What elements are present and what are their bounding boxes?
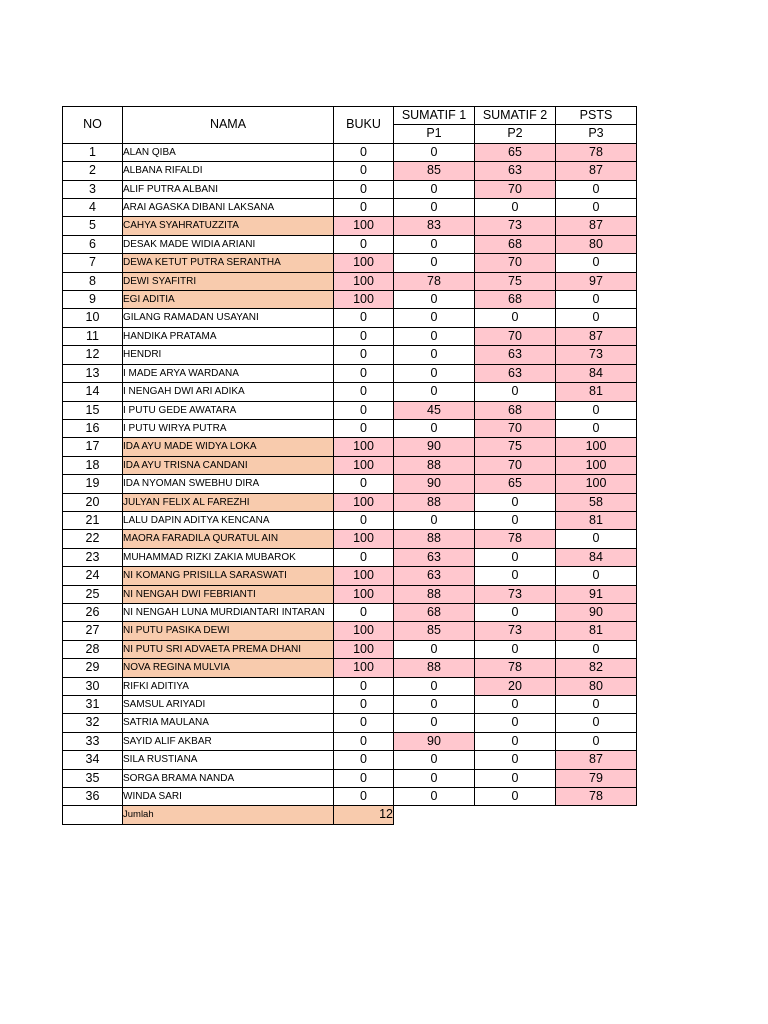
row-buku-cell[interactable]: 0 — [334, 511, 394, 529]
row-p1-cell[interactable]: 78 — [394, 272, 475, 290]
row-buku-cell[interactable]: 0 — [334, 327, 394, 345]
row-p2-cell[interactable]: 70 — [475, 327, 556, 345]
row-p1-cell[interactable]: 0 — [394, 143, 475, 161]
row-buku-cell[interactable]: 0 — [334, 180, 394, 198]
row-p1-cell[interactable]: 0 — [394, 199, 475, 217]
row-p3-cell[interactable]: 87 — [556, 751, 637, 769]
row-p1-cell[interactable]: 0 — [394, 677, 475, 695]
row-p1-cell[interactable]: 88 — [394, 530, 475, 548]
table-row — [63, 235, 637, 253]
total-label[interactable]: Jumlah — [123, 806, 334, 824]
row-p1-cell[interactable]: 68 — [394, 603, 475, 621]
row-no-cell[interactable]: 19 — [63, 475, 123, 493]
row-p2-cell[interactable]: 73 — [475, 622, 556, 640]
row-p2-cell[interactable]: 0 — [475, 640, 556, 658]
row-name-cell[interactable]: I MADE ARYA WARDANA — [123, 364, 334, 382]
row-no-cell[interactable]: 8 — [63, 272, 123, 290]
row-p3-cell[interactable]: 0 — [556, 640, 637, 658]
row-p3-cell[interactable]: 84 — [556, 364, 637, 382]
row-p1-cell[interactable]: 0 — [394, 696, 475, 714]
row-p2-cell[interactable]: 68 — [475, 401, 556, 419]
row-no-cell[interactable]: 9 — [63, 291, 123, 309]
row-buku-cell[interactable]: 100 — [334, 291, 394, 309]
table-row — [63, 622, 637, 640]
table-row — [63, 511, 637, 529]
row-buku-cell[interactable]: 0 — [334, 419, 394, 437]
row-p1-cell[interactable]: 0 — [394, 769, 475, 787]
row-p2-cell[interactable]: 65 — [475, 143, 556, 161]
row-p2-cell[interactable]: 0 — [475, 548, 556, 566]
row-buku-cell[interactable]: 0 — [334, 475, 394, 493]
row-p2-cell[interactable]: 75 — [475, 438, 556, 456]
row-p2-cell[interactable]: 0 — [475, 603, 556, 621]
row-p1-cell[interactable]: 88 — [394, 493, 475, 511]
table-row — [63, 346, 637, 364]
table-row — [63, 548, 637, 566]
row-p1-cell[interactable]: 0 — [394, 788, 475, 806]
table-row — [63, 585, 637, 603]
row-name-cell[interactable]: ALIF PUTRA ALBANI — [123, 180, 334, 198]
row-buku-cell[interactable]: 0 — [334, 162, 394, 180]
row-name-cell[interactable]: SAMSUL ARIYADI — [123, 696, 334, 714]
table-row — [63, 696, 637, 714]
row-p2-cell[interactable]: 63 — [475, 364, 556, 382]
row-name-cell[interactable]: IDA AYU TRISNA CANDANI — [123, 456, 334, 474]
row-p1-cell[interactable]: 0 — [394, 346, 475, 364]
table-row — [63, 291, 637, 309]
row-p2-cell[interactable]: 65 — [475, 475, 556, 493]
row-p2-cell[interactable]: 0 — [475, 383, 556, 401]
row-p1-cell[interactable]: 85 — [394, 622, 475, 640]
table-header — [63, 107, 637, 144]
row-no-cell[interactable]: 22 — [63, 530, 123, 548]
row-no-cell[interactable]: 15 — [63, 401, 123, 419]
table-row — [63, 438, 637, 456]
row-p3-cell[interactable]: 78 — [556, 788, 637, 806]
row-p3-cell[interactable]: 79 — [556, 769, 637, 787]
empty-cell — [394, 806, 475, 824]
row-no-cell[interactable]: 21 — [63, 511, 123, 529]
row-buku-cell[interactable]: 100 — [334, 254, 394, 272]
row-p3-cell[interactable]: 78 — [556, 143, 637, 161]
row-p2-cell[interactable]: 0 — [475, 751, 556, 769]
row-name-cell[interactable]: SATRIA MAULANA — [123, 714, 334, 732]
table-row — [63, 199, 637, 217]
row-p3-cell[interactable]: 0 — [556, 254, 637, 272]
table-body — [63, 143, 637, 806]
row-p2-cell[interactable]: 0 — [475, 309, 556, 327]
row-p3-cell[interactable]: 0 — [556, 401, 637, 419]
row-p1-cell[interactable]: 0 — [394, 751, 475, 769]
table-row — [63, 254, 637, 272]
row-name-cell[interactable]: ALBANA RIFALDI — [123, 162, 334, 180]
row-buku-cell[interactable]: 0 — [334, 714, 394, 732]
total-value[interactable]: 12 — [334, 806, 394, 824]
row-p2-cell[interactable]: 63 — [475, 346, 556, 364]
row-no-cell[interactable]: 13 — [63, 364, 123, 382]
row-no-cell[interactable]: 1 — [63, 143, 123, 161]
row-p1-cell[interactable]: 0 — [394, 291, 475, 309]
row-p3-cell[interactable]: 80 — [556, 677, 637, 695]
row-p2-cell[interactable]: 78 — [475, 659, 556, 677]
table-row — [63, 769, 637, 787]
row-p3-cell[interactable]: 0 — [556, 180, 637, 198]
row-buku-cell[interactable]: 100 — [334, 217, 394, 235]
row-no-cell[interactable]: 27 — [63, 622, 123, 640]
table-row — [63, 217, 637, 235]
row-p3-cell[interactable]: 100 — [556, 475, 637, 493]
row-no-cell[interactable]: 2 — [63, 162, 123, 180]
row-buku-cell[interactable]: 100 — [334, 438, 394, 456]
row-p1-cell[interactable]: 45 — [394, 401, 475, 419]
row-p1-cell[interactable]: 0 — [394, 511, 475, 529]
row-p3-cell[interactable]: 100 — [556, 456, 637, 474]
table-row — [63, 530, 637, 548]
row-p3-cell[interactable]: 58 — [556, 493, 637, 511]
row-p3-cell[interactable]: 87 — [556, 162, 637, 180]
row-no-cell[interactable]: 25 — [63, 585, 123, 603]
row-buku-cell[interactable]: 0 — [334, 548, 394, 566]
row-name-cell[interactable]: I PUTU GEDE AWATARA — [123, 401, 334, 419]
row-no-cell[interactable]: 26 — [63, 603, 123, 621]
row-name-cell[interactable]: CAHYA SYAHRATUZZITA — [123, 217, 334, 235]
row-name-cell[interactable]: DESAK MADE WIDIA ARIANI — [123, 235, 334, 253]
row-no-cell[interactable]: 5 — [63, 217, 123, 235]
row-name-cell[interactable]: HANDIKA PRATAMA — [123, 327, 334, 345]
row-name-cell[interactable]: JULYAN FELIX AL FAREZHI — [123, 493, 334, 511]
row-no-cell[interactable]: 4 — [63, 199, 123, 217]
header-p3[interactable]: P3 — [556, 125, 637, 143]
empty-cell — [556, 806, 637, 824]
table-row — [63, 475, 637, 493]
table-row — [63, 419, 637, 437]
row-p2-cell[interactable]: 0 — [475, 714, 556, 732]
row-p1-cell[interactable]: 88 — [394, 456, 475, 474]
row-p3-cell[interactable]: 0 — [556, 567, 637, 585]
total-no-cell[interactable] — [63, 806, 123, 824]
table-row — [63, 383, 637, 401]
row-name-cell[interactable]: DEWA KETUT PUTRA SERANTHA — [123, 254, 334, 272]
row-p3-cell[interactable]: 73 — [556, 346, 637, 364]
table-row — [63, 143, 637, 161]
row-no-cell[interactable]: 10 — [63, 309, 123, 327]
grade-table — [62, 106, 637, 825]
row-p3-cell[interactable]: 91 — [556, 585, 637, 603]
row-p3-cell[interactable]: 100 — [556, 438, 637, 456]
row-name-cell[interactable]: NI PUTU SRI ADVAETA PREMA DHANI — [123, 640, 334, 658]
row-p1-cell[interactable]: 83 — [394, 217, 475, 235]
row-p3-cell[interactable]: 80 — [556, 235, 637, 253]
row-p2-cell[interactable]: 68 — [475, 291, 556, 309]
row-name-cell[interactable]: NI NENGAH LUNA MURDIANTARI INTARAN — [123, 603, 334, 621]
row-name-cell[interactable]: MUHAMMAD RIZKI ZAKIA MUBAROK — [123, 548, 334, 566]
row-buku-cell[interactable]: 100 — [334, 640, 394, 658]
row-p2-cell[interactable]: 0 — [475, 769, 556, 787]
row-p2-cell[interactable]: 70 — [475, 180, 556, 198]
row-p3-cell[interactable]: 0 — [556, 291, 637, 309]
row-p3-cell[interactable]: 82 — [556, 659, 637, 677]
row-name-cell[interactable]: NI PUTU PASIKA DEWI — [123, 622, 334, 640]
row-p1-cell[interactable]: 0 — [394, 640, 475, 658]
row-p2-cell[interactable]: 0 — [475, 199, 556, 217]
table-row — [63, 180, 637, 198]
header-buku[interactable]: BUKU — [334, 107, 394, 144]
row-no-cell[interactable]: 32 — [63, 714, 123, 732]
row-name-cell[interactable]: NI NENGAH DWI FEBRIANTI — [123, 585, 334, 603]
table-row — [63, 603, 637, 621]
row-p1-cell[interactable]: 0 — [394, 714, 475, 732]
row-name-cell[interactable]: WINDA SARI — [123, 788, 334, 806]
row-buku-cell[interactable]: 100 — [334, 659, 394, 677]
row-name-cell[interactable]: HENDRI — [123, 346, 334, 364]
row-buku-cell[interactable]: 0 — [334, 199, 394, 217]
row-no-cell[interactable]: 6 — [63, 235, 123, 253]
row-name-cell[interactable]: SAYID ALIF AKBAR — [123, 732, 334, 750]
row-buku-cell[interactable]: 100 — [334, 456, 394, 474]
row-p3-cell[interactable]: 81 — [556, 383, 637, 401]
row-name-cell[interactable]: ARAI AGASKA DIBANI LAKSANA — [123, 199, 334, 217]
row-p2-cell[interactable]: 0 — [475, 567, 556, 585]
row-p1-cell[interactable]: 90 — [394, 475, 475, 493]
row-p1-cell[interactable]: 0 — [394, 419, 475, 437]
row-p2-cell[interactable]: 0 — [475, 788, 556, 806]
table-row — [63, 327, 637, 345]
header-psts[interactable]: PSTS — [556, 107, 637, 125]
header-sumatif-2[interactable]: SUMATIF 2 — [475, 107, 556, 125]
row-p2-cell[interactable]: 0 — [475, 493, 556, 511]
row-p3-cell[interactable]: 0 — [556, 696, 637, 714]
table-row — [63, 272, 637, 290]
row-p3-cell[interactable]: 0 — [556, 309, 637, 327]
row-p1-cell[interactable]: 88 — [394, 585, 475, 603]
row-p1-cell[interactable]: 90 — [394, 438, 475, 456]
row-name-cell[interactable]: NI KOMANG PRISILLA SARASWATI — [123, 567, 334, 585]
row-name-cell[interactable]: RIFKI ADITIYA — [123, 677, 334, 695]
row-name-cell[interactable]: ALAN QIBA — [123, 143, 334, 161]
row-buku-cell[interactable]: 100 — [334, 493, 394, 511]
row-p3-cell[interactable]: 0 — [556, 714, 637, 732]
row-p3-cell[interactable]: 87 — [556, 217, 637, 235]
row-buku-cell[interactable]: 100 — [334, 272, 394, 290]
row-name-cell[interactable]: IDA NYOMAN SWEBHU DIRA — [123, 475, 334, 493]
table-row — [63, 677, 637, 695]
row-no-cell[interactable]: 16 — [63, 419, 123, 437]
row-p2-cell[interactable]: 70 — [475, 254, 556, 272]
row-p3-cell[interactable]: 81 — [556, 511, 637, 529]
row-no-cell[interactable]: 17 — [63, 438, 123, 456]
row-buku-cell[interactable]: 0 — [334, 346, 394, 364]
row-buku-cell[interactable]: 100 — [334, 585, 394, 603]
header-sumatif-1[interactable]: SUMATIF 1 — [394, 107, 475, 125]
row-buku-cell[interactable]: 0 — [334, 769, 394, 787]
row-p2-cell[interactable]: 63 — [475, 162, 556, 180]
row-name-cell[interactable]: SORGA BRAMA NANDA — [123, 769, 334, 787]
row-no-cell[interactable]: 3 — [63, 180, 123, 198]
row-buku-cell[interactable]: 100 — [334, 567, 394, 585]
row-buku-cell[interactable]: 0 — [334, 732, 394, 750]
row-no-cell[interactable]: 12 — [63, 346, 123, 364]
row-p2-cell[interactable]: 70 — [475, 419, 556, 437]
row-name-cell[interactable]: SILA RUSTIANA — [123, 751, 334, 769]
table-row — [63, 659, 637, 677]
row-p2-cell[interactable]: 0 — [475, 732, 556, 750]
row-p3-cell[interactable]: 81 — [556, 622, 637, 640]
table-row — [63, 751, 637, 769]
row-p2-cell[interactable]: 68 — [475, 235, 556, 253]
row-p2-cell[interactable]: 73 — [475, 217, 556, 235]
row-no-cell[interactable]: 24 — [63, 567, 123, 585]
table-row — [63, 714, 637, 732]
row-no-cell[interactable]: 14 — [63, 383, 123, 401]
row-p3-cell[interactable]: 0 — [556, 199, 637, 217]
row-p2-cell[interactable]: 73 — [475, 585, 556, 603]
row-p1-cell[interactable]: 85 — [394, 162, 475, 180]
row-no-cell[interactable]: 18 — [63, 456, 123, 474]
row-no-cell[interactable]: 11 — [63, 327, 123, 345]
table-row — [63, 162, 637, 180]
row-no-cell[interactable]: 20 — [63, 493, 123, 511]
table-row — [63, 401, 637, 419]
row-name-cell[interactable]: EGI ADITIA — [123, 291, 334, 309]
table-row — [63, 788, 637, 806]
row-p1-cell[interactable]: 63 — [394, 567, 475, 585]
row-buku-cell[interactable]: 0 — [334, 401, 394, 419]
row-no-cell[interactable]: 33 — [63, 732, 123, 750]
row-p1-cell[interactable]: 0 — [394, 235, 475, 253]
row-name-cell[interactable]: GILANG RAMADAN USAYANI — [123, 309, 334, 327]
total-row — [63, 806, 637, 824]
row-p3-cell[interactable]: 84 — [556, 548, 637, 566]
row-no-cell[interactable]: 35 — [63, 769, 123, 787]
row-no-cell[interactable]: 28 — [63, 640, 123, 658]
empty-cell — [475, 806, 556, 824]
row-no-cell[interactable]: 7 — [63, 254, 123, 272]
row-p1-cell[interactable]: 0 — [394, 309, 475, 327]
table-row — [63, 309, 637, 327]
row-name-cell[interactable]: I PUTU WIRYA PUTRA — [123, 419, 334, 437]
row-p1-cell[interactable]: 0 — [394, 254, 475, 272]
header-nama[interactable]: NAMA — [123, 107, 334, 144]
row-buku-cell[interactable]: 0 — [334, 309, 394, 327]
table-row — [63, 567, 637, 585]
row-p1-cell[interactable]: 90 — [394, 732, 475, 750]
row-name-cell[interactable]: LALU DAPIN ADITYA KENCANA — [123, 511, 334, 529]
row-buku-cell[interactable]: 0 — [334, 235, 394, 253]
row-p1-cell[interactable]: 0 — [394, 383, 475, 401]
row-name-cell[interactable]: DEWI SYAFITRI — [123, 272, 334, 290]
row-buku-cell[interactable]: 0 — [334, 364, 394, 382]
row-p2-cell[interactable]: 75 — [475, 272, 556, 290]
row-no-cell[interactable]: 30 — [63, 677, 123, 695]
row-buku-cell[interactable]: 0 — [334, 751, 394, 769]
row-no-cell[interactable]: 34 — [63, 751, 123, 769]
row-no-cell[interactable]: 36 — [63, 788, 123, 806]
row-p3-cell[interactable]: 90 — [556, 603, 637, 621]
row-p3-cell[interactable]: 0 — [556, 419, 637, 437]
row-p3-cell[interactable]: 0 — [556, 530, 637, 548]
row-buku-cell[interactable]: 0 — [334, 383, 394, 401]
row-p1-cell[interactable]: 0 — [394, 180, 475, 198]
table-row — [63, 640, 637, 658]
row-buku-cell[interactable]: 0 — [334, 788, 394, 806]
row-p2-cell[interactable]: 0 — [475, 696, 556, 714]
row-name-cell[interactable]: I NENGAH DWI ARI ADIKA — [123, 383, 334, 401]
row-p1-cell[interactable]: 63 — [394, 548, 475, 566]
row-p3-cell[interactable]: 97 — [556, 272, 637, 290]
row-buku-cell[interactable]: 0 — [334, 677, 394, 695]
row-name-cell[interactable]: NOVA REGINA MULVIA — [123, 659, 334, 677]
row-p1-cell[interactable]: 0 — [394, 327, 475, 345]
row-buku-cell[interactable]: 0 — [334, 696, 394, 714]
row-no-cell[interactable]: 23 — [63, 548, 123, 566]
header-no[interactable]: NO — [63, 107, 123, 144]
row-no-cell[interactable]: 31 — [63, 696, 123, 714]
row-p2-cell[interactable]: 70 — [475, 456, 556, 474]
row-name-cell[interactable]: IDA AYU MADE WIDYA LOKA — [123, 438, 334, 456]
row-p1-cell[interactable]: 0 — [394, 364, 475, 382]
row-buku-cell[interactable]: 100 — [334, 530, 394, 548]
row-buku-cell[interactable]: 100 — [334, 622, 394, 640]
row-p2-cell[interactable]: 78 — [475, 530, 556, 548]
table-row — [63, 456, 637, 474]
row-name-cell[interactable]: MAORA FARADILA QURATUL AIN — [123, 530, 334, 548]
row-buku-cell[interactable]: 0 — [334, 603, 394, 621]
row-p3-cell[interactable]: 0 — [556, 732, 637, 750]
row-p3-cell[interactable]: 87 — [556, 327, 637, 345]
row-p2-cell[interactable]: 20 — [475, 677, 556, 695]
table-row — [63, 493, 637, 511]
row-p2-cell[interactable]: 0 — [475, 511, 556, 529]
header-p1[interactable]: P1 — [394, 125, 475, 143]
table-row — [63, 364, 637, 382]
row-buku-cell[interactable]: 0 — [334, 143, 394, 161]
row-p1-cell[interactable]: 88 — [394, 659, 475, 677]
row-no-cell[interactable]: 29 — [63, 659, 123, 677]
header-p2[interactable]: P2 — [475, 125, 556, 143]
table-row — [63, 732, 637, 750]
